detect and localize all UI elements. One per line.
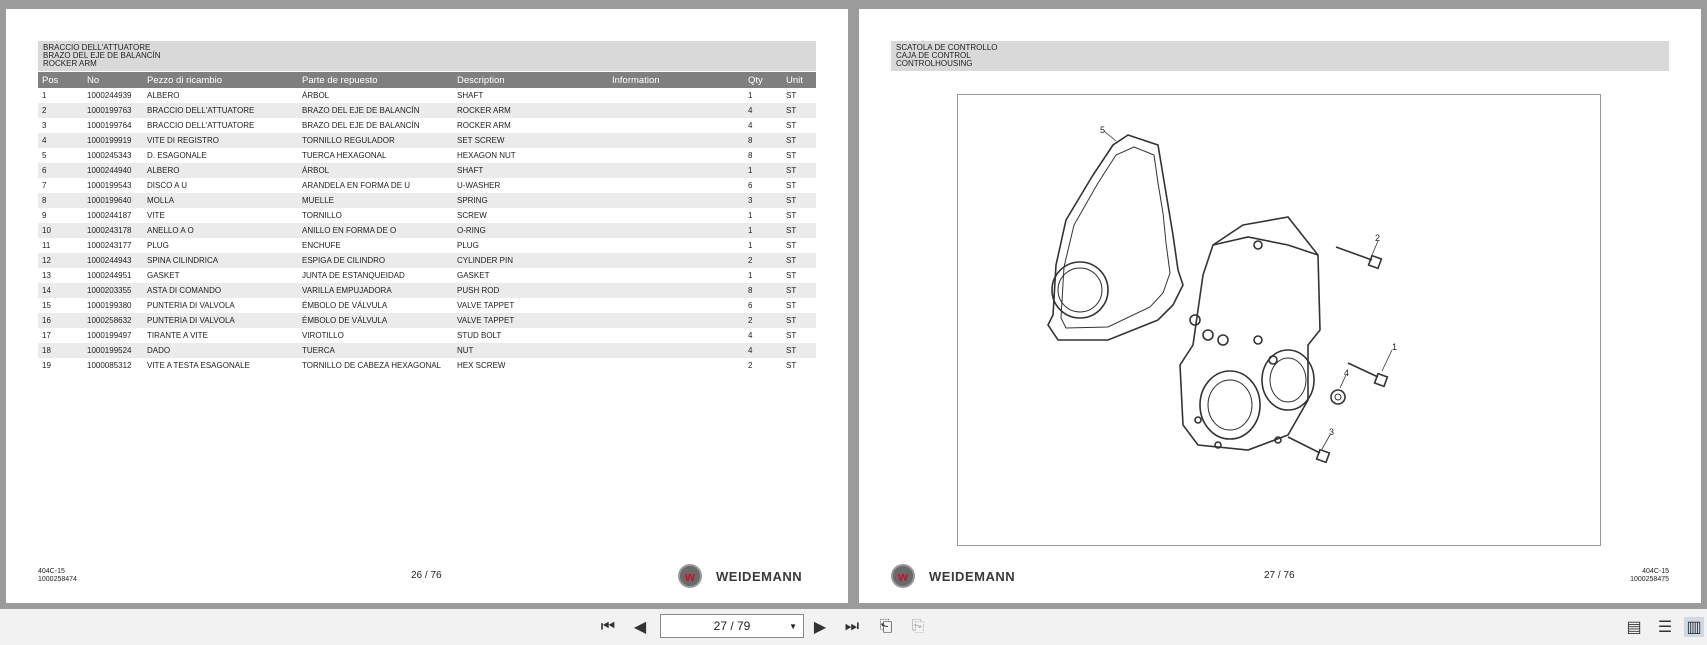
table-cell: CYLINDER PIN (453, 253, 608, 268)
footer-model: 404C-15 (38, 568, 65, 575)
table-cell: BRACCIO DELL'ATTUATORE (147, 121, 255, 130)
table-cell: MOLLA (143, 193, 298, 208)
table-cell: 17 (42, 331, 51, 340)
table-cell: VITE (147, 211, 165, 220)
table-cell: 2 (744, 313, 782, 328)
weidemann-logo-icon: w (891, 564, 915, 588)
table-cell: ST (782, 343, 816, 358)
table-cell: SPRING (453, 193, 608, 208)
table-cell: ÁRBOL (298, 163, 453, 178)
table-row (38, 253, 816, 268)
header-line-en: CONTROLHOUSING (896, 59, 973, 68)
table-cell: 19 (42, 361, 51, 370)
table-cell: 10 (38, 223, 83, 238)
prev-page-icon[interactable]: ◀ (633, 619, 647, 636)
table-row (38, 223, 816, 238)
table-cell: 2 (748, 361, 753, 370)
footer-doc-info (38, 568, 77, 584)
table-cell: 1000245343 (87, 151, 132, 160)
table-cell: VITE A TESTA ESAGONALE (147, 361, 250, 370)
bolt-2 (1336, 247, 1372, 260)
single-page-view-icon[interactable]: ▤ (1626, 619, 1642, 636)
table-row (38, 148, 816, 163)
table-cell: 1 (42, 91, 47, 100)
table-cell: O-RING (453, 223, 608, 238)
table-row (38, 133, 816, 148)
table-cell: ST (786, 241, 797, 250)
continuous-view-icon[interactable]: ☰ (1657, 619, 1673, 636)
table-cell (608, 268, 744, 283)
table-cell: ÉMBOLO DE VÁLVULA (302, 301, 388, 310)
table-cell: DISCO A U (147, 181, 188, 190)
table-cell: ROCKER ARM (457, 121, 511, 130)
table-row (38, 358, 816, 373)
table-cell: ST (786, 271, 797, 280)
table-cell: 16 (38, 313, 83, 328)
page-number: 26 / 76 (411, 570, 442, 581)
table-cell: 4 (748, 331, 753, 340)
bolt-3 (1288, 437, 1320, 453)
footer-doc-info (1630, 568, 1669, 584)
table-cell: VIROTILLO (302, 331, 344, 340)
header-line-en: ROCKER ARM (43, 59, 97, 68)
table-cell (608, 298, 744, 313)
table-cell: 9 (42, 211, 47, 220)
table-cell: 1000199524 (83, 343, 143, 358)
table-cell: 8 (38, 193, 83, 208)
table-row (38, 178, 816, 193)
go-back-icon[interactable]: ⎗ (879, 618, 893, 635)
table-cell: PUNTERIA DI VALVOLA (143, 313, 298, 328)
table-cell: 13 (42, 271, 51, 280)
section-header (891, 41, 1669, 71)
table-cell: 5 (42, 151, 47, 160)
table-cell (608, 343, 744, 358)
table-cell: ST (782, 253, 816, 268)
table-cell: 14 (38, 283, 83, 298)
table-cell: 1000258632 (83, 313, 143, 328)
table-cell: 8 (748, 151, 753, 160)
table-cell: TORNILLO REGULADOR (298, 133, 453, 148)
table-cell: SET SCREW (453, 133, 608, 148)
table-cell (608, 163, 744, 178)
table-row (38, 298, 816, 313)
parts-table (38, 72, 816, 373)
callout-2: 2 (1375, 233, 1381, 243)
table-cell: 1000243177 (87, 241, 132, 250)
nut-4 (1331, 390, 1345, 404)
table-cell: TUERCA HEXAGONAL (302, 151, 387, 160)
table-cell (608, 313, 744, 328)
table-cell: 1000243178 (83, 223, 143, 238)
table-cell: ST (786, 121, 797, 130)
table-cell: 6 (38, 163, 83, 178)
table-cell: ÁRBOL (302, 91, 330, 100)
table-cell: 1000203355 (83, 283, 143, 298)
table-cell: VALVE TAPPET (457, 301, 515, 310)
column-header: Unit (782, 72, 816, 88)
viewer-toolbar (0, 609, 1707, 645)
table-cell (608, 223, 744, 238)
table-cell: ST (786, 361, 797, 370)
table-cell: PUSH ROD (453, 283, 608, 298)
table-cell: 8 (744, 133, 782, 148)
column-header: Description (453, 72, 608, 88)
table-cell: ANILLO EN FORMA DE O (298, 223, 453, 238)
table-cell: 4 (38, 133, 83, 148)
table-cell: BRAZO DEL EJE DE BALANCÍN (302, 121, 420, 130)
table-cell: ST (786, 151, 797, 160)
logo-text: WEIDEMANN (929, 568, 1016, 584)
table-cell: JUNTA DE ESTANQUEIDAD (302, 271, 405, 280)
page-indicator-text: 27 / 79 (713, 619, 751, 633)
table-cell (608, 208, 744, 223)
table-cell (608, 133, 744, 148)
table-cell (608, 283, 744, 298)
table-cell: 18 (38, 343, 83, 358)
table-cell: ST (786, 181, 797, 190)
table-cell: 1000244187 (87, 211, 132, 220)
section-header (38, 41, 816, 71)
table-row (38, 238, 816, 253)
table-cell: 1 (748, 271, 753, 280)
header-line-it: SCATOLA DE CONTROLLO (896, 43, 998, 52)
table-cell: D. ESAGONALE (147, 151, 207, 160)
exploded-parts-figure (957, 94, 1601, 546)
table-cell: 1000244951 (87, 271, 132, 280)
table-cell (608, 193, 744, 208)
table-cell: VALVE TAPPET (453, 313, 608, 328)
chevron-down-icon[interactable]: ▼ (789, 622, 797, 631)
table-cell: 1 (748, 211, 753, 220)
table-cell: SHAFT (453, 163, 608, 178)
table-cell: SPINA CILINDRICA (143, 253, 298, 268)
next-page-icon[interactable]: ▶ (813, 619, 827, 636)
callout-1: 1 (1392, 342, 1398, 352)
column-header: Information (608, 72, 744, 88)
weidemann-logo (891, 564, 1015, 588)
go-forward-icon[interactable]: ⎘ (911, 618, 925, 635)
table-cell: 3 (744, 193, 782, 208)
table-cell: ST (786, 301, 797, 310)
table-cell: VITE DI REGISTRO (143, 133, 298, 148)
table-cell: ST (782, 223, 816, 238)
document-page-right (859, 9, 1701, 603)
table-cell: ST (786, 331, 797, 340)
table-cell: 1000199497 (87, 331, 132, 340)
table-cell (608, 238, 744, 253)
table-cell (608, 88, 744, 103)
table-cell: SHAFT (457, 91, 484, 100)
table-cell: 1000085312 (87, 361, 132, 370)
table-cell: ST (782, 133, 816, 148)
table-cell: BRACCIO DELL'ATTUATORE (143, 103, 298, 118)
table-cell (608, 178, 744, 193)
table-row (38, 103, 816, 118)
table-cell: NUT (453, 343, 608, 358)
table-cell: TIRANTE A VITE (147, 331, 208, 340)
table-cell: ST (782, 193, 816, 208)
table-cell: ST (786, 91, 797, 100)
bolt-1 (1348, 363, 1378, 377)
table-cell: 1 (748, 241, 753, 250)
table-cell: 15 (42, 301, 51, 310)
table-row (38, 88, 816, 103)
table-cell (608, 328, 744, 343)
table-row (38, 208, 816, 223)
table-cell: ENCHUFE (302, 241, 341, 250)
table-cell: 6 (748, 301, 753, 310)
table-cell: ST (782, 313, 816, 328)
column-header: Pezzo di ricambio (143, 72, 298, 88)
table-row (38, 313, 816, 328)
table-row (38, 118, 816, 133)
weidemann-logo-icon: w (678, 564, 702, 588)
column-header: Qty (744, 72, 782, 88)
column-header: Parte de repuesto (298, 72, 453, 88)
table-cell: 1000199380 (87, 301, 132, 310)
table-cell: ÉMBOLO DE VÁLVULA (298, 313, 453, 328)
table-cell: VARILLA EMPUJADORA (298, 283, 453, 298)
last-page-icon[interactable]: ⏭ (844, 618, 860, 635)
table-cell: 1000199919 (83, 133, 143, 148)
table-row (38, 328, 816, 343)
first-page-icon[interactable]: ⏮ (600, 618, 616, 635)
table-cell: ROCKER ARM (453, 103, 608, 118)
table-cell (608, 118, 744, 133)
table-cell: ANELLO A O (143, 223, 298, 238)
table-cell (608, 253, 744, 268)
table-cell: 4 (744, 103, 782, 118)
column-header: No (83, 72, 143, 88)
table-cell: ST (786, 211, 797, 220)
table-row (38, 343, 816, 358)
table-cell: ST (782, 103, 816, 118)
header-line-it: BRACCIO DELL'ATTUATORE (43, 43, 151, 52)
table-cell: ALBERO (147, 91, 180, 100)
table-cell: GASKET (147, 271, 180, 280)
table-cell: 12 (38, 253, 83, 268)
page-number: 27 / 76 (1264, 570, 1295, 581)
table-cell (608, 148, 744, 163)
table-cell: STUD BOLT (457, 331, 502, 340)
table-cell: GASKET (457, 271, 490, 280)
table-cell: ARANDELA EN FORMA DE U (302, 181, 411, 190)
table-cell: PLUG (147, 241, 169, 250)
callout-4: 4 (1344, 368, 1350, 378)
header-line-es: BRAZO DEL EJE DE BALANCÍN (43, 51, 161, 60)
gasket-outline (1048, 135, 1183, 340)
table-row (38, 193, 816, 208)
table-cell: MUELLE (298, 193, 453, 208)
table-row (38, 163, 816, 178)
table-cell: 7 (42, 181, 47, 190)
table-cell: TORNILLO DE CABEZA HEXAGONAL (302, 361, 442, 370)
control-housing-drawing (958, 95, 1600, 545)
two-page-view-icon[interactable]: ▥ (1684, 617, 1704, 637)
table-cell: 1 (744, 163, 782, 178)
document-page-left (6, 9, 848, 603)
weidemann-logo (678, 564, 802, 588)
table-cell: PLUG (457, 241, 479, 250)
page-number-input[interactable] (660, 614, 804, 638)
table-cell: 6 (748, 181, 753, 190)
footer-model: 404C-15 (1642, 568, 1669, 575)
table-cell: TORNILLO (302, 211, 342, 220)
table-cell: 1000199763 (83, 103, 143, 118)
table-cell: HEX SCREW (457, 361, 506, 370)
table-cell: TUERCA (298, 343, 453, 358)
table-cell: DADO (143, 343, 298, 358)
callout-5: 5 (1100, 125, 1106, 135)
table-cell: 2 (744, 253, 782, 268)
table-cell: HEXAGON NUT (457, 151, 516, 160)
table-cell: 1 (744, 223, 782, 238)
column-header: Pos (38, 72, 83, 88)
table-cell: ASTA DI COMANDO (143, 283, 298, 298)
table-cell: 1 (748, 91, 753, 100)
table-cell: 1000244939 (87, 91, 132, 100)
header-line-es: CAJA DE CONTROL (896, 51, 971, 60)
table-cell: 8 (744, 283, 782, 298)
table-cell: 1000199640 (83, 193, 143, 208)
table-cell: 11 (42, 241, 51, 250)
table-row (38, 283, 816, 298)
callout-3: 3 (1329, 427, 1335, 437)
table-cell: ALBERO (143, 163, 298, 178)
table-cell: 3 (42, 121, 47, 130)
table-cell: 4 (744, 343, 782, 358)
table-cell (608, 358, 744, 373)
table-cell: ST (782, 163, 816, 178)
table-cell: 4 (748, 121, 753, 130)
table-cell: BRAZO DEL EJE DE BALANCÍN (298, 103, 453, 118)
table-cell: PUNTERIA DI VALVOLA (147, 301, 235, 310)
table-cell: 2 (38, 103, 83, 118)
footer-doc-number: 1000258475 (1630, 576, 1669, 583)
table-cell: 1000244943 (83, 253, 143, 268)
table-cell: U-WASHER (457, 181, 501, 190)
logo-text: WEIDEMANN (716, 568, 803, 584)
table-cell (608, 103, 744, 118)
table-cell: SCREW (457, 211, 487, 220)
table-row (38, 268, 816, 283)
table-cell: ST (782, 283, 816, 298)
table-cell: 1000199543 (87, 181, 132, 190)
table-cell: 1000244940 (83, 163, 143, 178)
table-cell: 1000199764 (87, 121, 132, 130)
table-cell: ESPIGA DE CILINDRO (298, 253, 453, 268)
footer-doc-number: 1000258474 (38, 576, 77, 583)
